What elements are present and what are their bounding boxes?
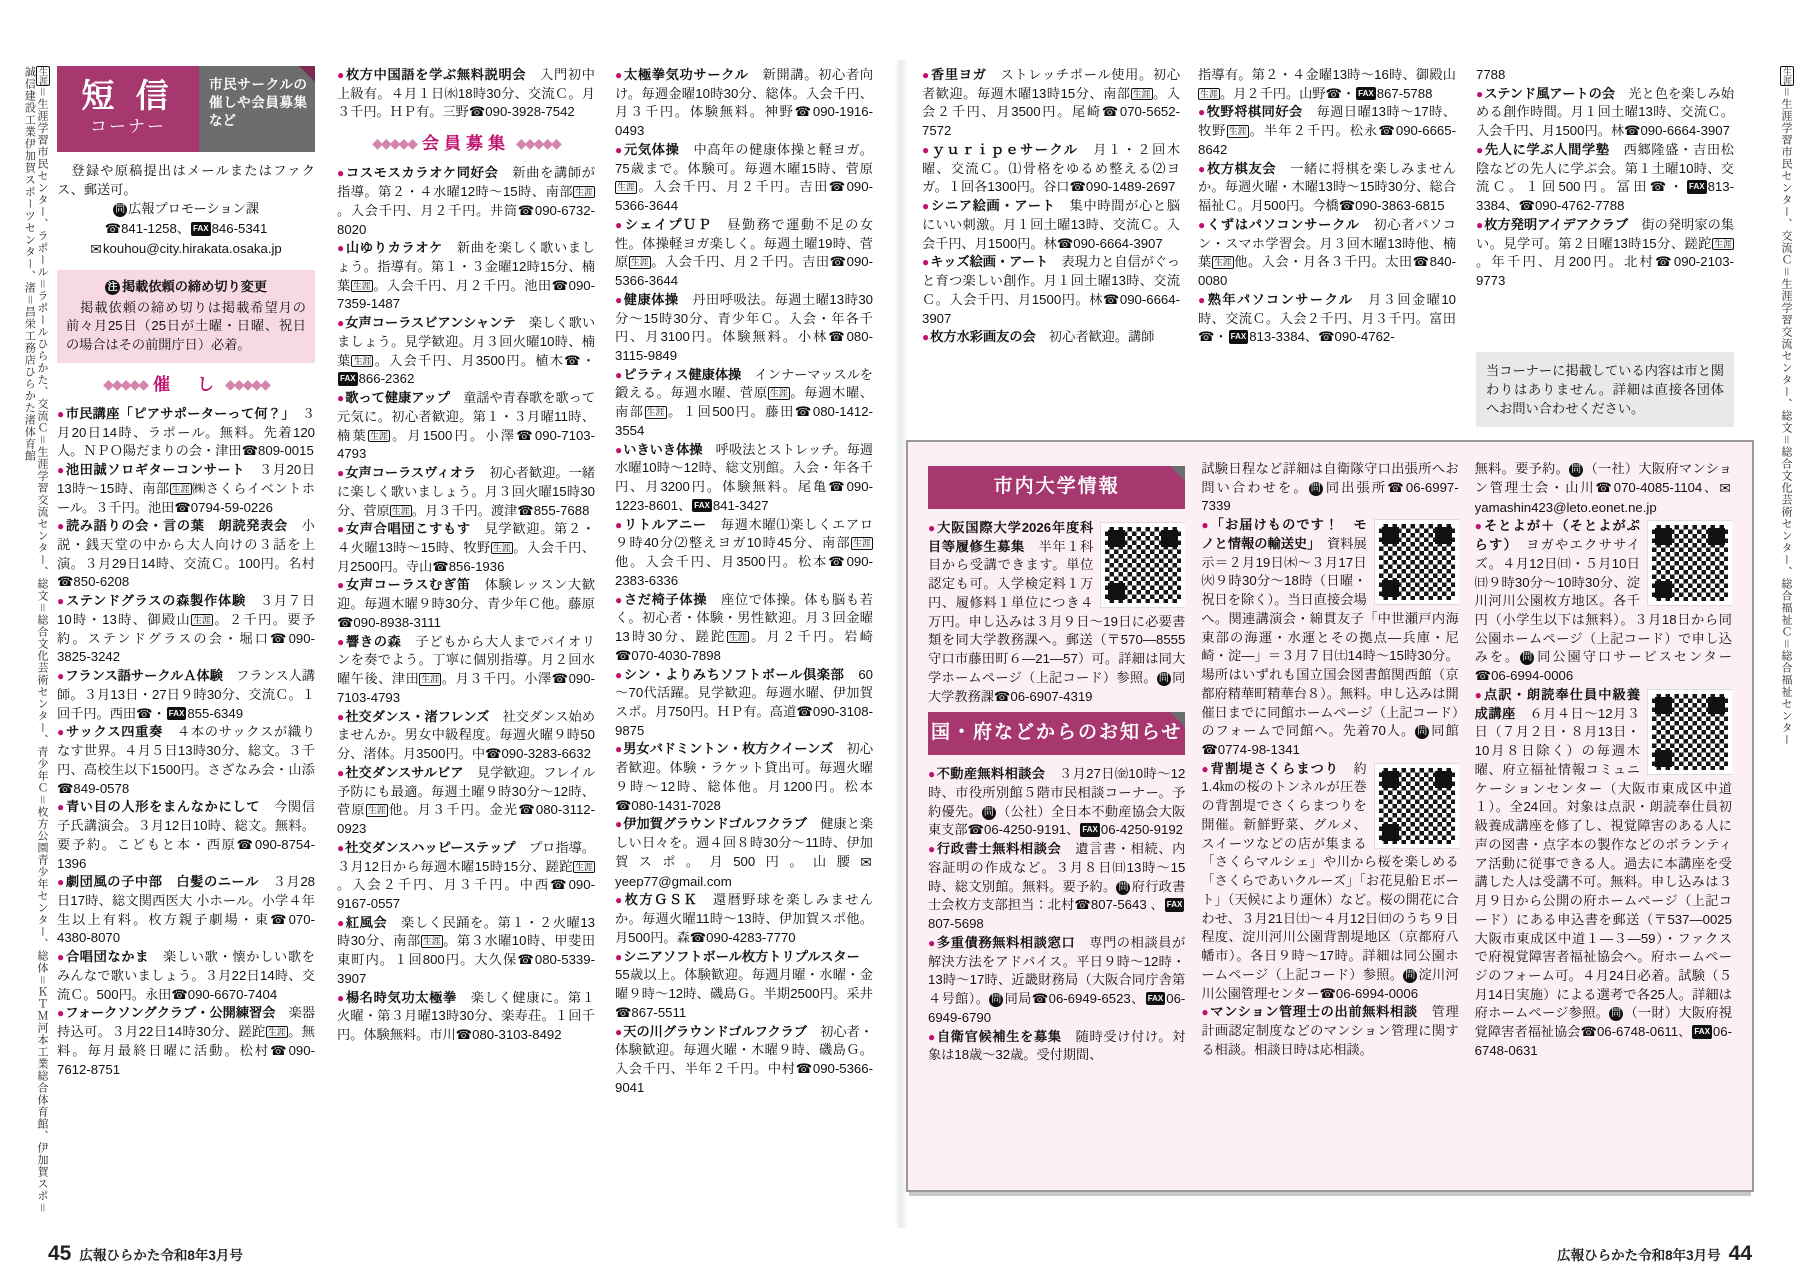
item-title: 健康体操 [623,291,679,307]
list-item: ●社交ダンス・渚フレンズ 社交ダンス始めませんか。男女中級程度。毎週火曜９時50分、渚体。月3500円。中☎090-3283-6632 [337,708,595,762]
lifelong-center-tag: 生涯 [36,66,50,86]
bullet-icon: ● [928,935,936,950]
list-item: ●枚方中国語を学ぶ無料説明会 入門初中上級有。４月１日㈬18時30分、交流Ｃ。月３千円。ＨＰ有。三野☎090-3928-7542 [337,67,595,120]
list-item: ●フランス語サークルＡ体験 フランス人講師。３月13日・27日９時30分、交流Ｃ。１回千円。西田☎・ FAX 855-6349 [57,668,315,721]
bullet-icon: ● [615,742,623,757]
bullet-icon: ● [1476,217,1484,232]
list-item: ●先人に学ぶ人間学塾 西郷隆盛・吉田松陰などの先人に学ぶ会。第１土曜10時、交流Ｃ。１回500円。冨田☎・ FAX 813-3384、☎090-4762-7788 [1476,141,1734,214]
footer-right [1557,1242,1760,1266]
item-title: シニアソフトボール枚方トリプルスター [623,948,860,964]
list-item: ●紅風会 楽しく民踊を。第１・２火曜13時30分、南部 生涯 。第３水曜10時、甲斐田東町内。１回800円。大久保☎080-5339-3907 [337,914,595,986]
list-item: ●背割堤さくらまつり 約1.4㎞の桜のトンネルが圧巻の背割堤でさくらまつりを開催。新鮮野菜、グルメ、スイーツなどの店が集まる「さくらマルシェ」や川から桜を楽しめる「さくらであいクルーズ」「お花見船Ｅボート」（天候により運休）など。桜の開花に合わせ、３月21日㈯～４月12日㈰のうち９日程度、淀川河川公園背割堤地区（京都府八幡市）。各日９時～17時。詳細は同公園ホームページ（上記コード）参照。 問 淀川河川公園管理センター☎06-6994-0006 [1201,760,1459,1001]
list-item: ●枚方発明アイデアクラブ 街の発明家の集い。見学可。第２日曜13時15分、蹉跎 生涯。年千円、月200円。北村☎090-2103-9773 [1476,216,1734,289]
item-title: いきいき体操 [623,441,703,457]
bullet-icon: ● [615,292,623,307]
disclaimer-box: 当コーナーに掲載している内容は市と関わりはありません。詳細は直接各団体へお問い合わせください。 [1476,352,1734,427]
fax-icon: FAX [1080,823,1100,836]
bullet-icon: ● [337,166,345,181]
notice-column [1201,460,1458,1172]
bullet-icon: ● [337,990,345,1005]
bullet-icon: ● [337,840,345,855]
text-column [57,66,315,1231]
item-title: ｙｕｒｉｐｅサークル [931,141,1079,157]
lifelong-center-tag: 生涯 [574,187,593,198]
item-title: コスモスカラオケ同好会 [345,165,499,181]
masthead-title-sub: コーナー [90,117,166,137]
list-item: ●読み語りの会・言の葉 朗読発表会 小説・銭天堂の中から大人向けの３話を上演。３月29日14時、交流Ｃ。100円。名村☎850-6208 [57,518,315,590]
lifelong-center-tag: 生涯 [352,280,371,291]
list-item: ●枚方ＧＳＫ 還暦野球を楽しみませんか。毎週火曜11時～13時、伊加賀スポ他。月500円。森☎090-4283-7770 [615,892,873,945]
bullet-icon: ● [1198,292,1207,307]
item-title: 読み語りの会・言の葉 朗読発表会 [65,518,288,534]
section-label: 会員募集 [422,134,510,154]
list-item: ●キッズ絵画・アート 表現力と自信がぐっと育つ楽しい創作。月１回土曜13時、交流Ｃ。入会千円、月1500円。林☎090-6664-3907 [922,254,1180,326]
item-title: ステンド風アートの会 [1484,85,1616,101]
diamond-ornament: ◆◆◆◆◆ [103,375,147,392]
bullet-icon: ● [615,949,623,964]
notice-section-header: 国・府などからのお知らせ [928,712,1185,755]
bullet-icon: ● [337,765,345,780]
notice-column [928,460,1185,1172]
item-title: 「お届けものです！ モノと情報の輸送史」 [1201,517,1367,551]
lifelong-center-tag: 生涯 [630,257,649,268]
submission-note: 登録や原稿提出はメールまたはファクス、郵送可。 [57,163,315,197]
bullet-icon: ● [337,915,345,930]
item-title: 枚方中国語を学ぶ無料説明会 [345,67,527,82]
list-item: ●ステンドグラスの森製作体験 ３月７日10時・13時、御殿山 生涯 。２千円。要予約。ステンドグラスの会・堀口☎090-3825-3242 [57,593,315,665]
item-title: 劇団風の子中部 白髪のニール [65,874,259,890]
list-item: ●ステンド風アートの会 光と色を楽しみ始める創作時間。月１回土曜13時、交流Ｃ。入会千円、月1500円。林☎090-6664-3907 [1476,85,1734,139]
qr-code [1101,523,1185,607]
item-title: 女声コーラスヴィオラ [345,465,477,481]
item-title: 牧野将棋同好会 [1206,104,1303,120]
item-title: 不動産無料相談会 [936,766,1046,782]
list-item: ●サックス四重奏 ４本のサックスが織りなす世界。４月５日13時30分、総文。３千円、高校生以下1500円。さざなみ会・山添☎849-0578 [57,724,315,796]
item-title: 歌って健康アップ [345,390,450,406]
item-title: 元気体操 [623,141,680,157]
lifelong-center-tag: 生涯 [421,674,440,685]
bullet-icon: ● [1201,518,1210,533]
bullet-icon: ● [57,800,65,815]
item-title: 点訳・朗読奉仕員中級養成講座 [1474,686,1640,721]
bullet-icon: ● [922,255,930,270]
text-column [337,66,595,1231]
footer-left [40,1242,243,1266]
masthead-title [57,66,199,152]
item-title: サックス四重奏 [65,724,164,740]
item-title: 行政書士無料相談会 [936,841,1062,857]
list-item: ●青い目の人形をまんなかにして 今関信子氏講演会。３月12日10時、総文。無料。要予約。こどもと本・西原☎090-8754-1396 [57,799,315,871]
item-title: 香里ヨガ [930,67,987,82]
list-item: ●自衛官候補生を募集 随時受け付け。対象は18歳～32歳。受付期間、 [928,1028,1186,1063]
lifelong-center-tag: 生涯 [391,505,410,516]
list-item: ●楊名時気功太極拳 楽しく健康に。第１火曜・第３月曜13時30分、楽寿荘。１回千円。体験無料。市川☎080-3103-8492 [337,989,595,1043]
item-title: 大阪国際大学2026年度科目等履修生募集 [928,519,1094,554]
lifelong-center-tag: 生涯 [492,543,511,554]
bullet-icon: ● [928,520,937,535]
bullet-icon: ● [57,1006,65,1021]
item-title: リトルアニー [623,516,707,532]
bullet-icon: ● [615,142,623,157]
list-item: ●響きの森 子どもから大人までバイオリンを奏でよう。丁寧に個別指導。月２回水曜午後、津田 生涯 。月３千円。小澤☎090-7103-4793 [337,633,595,705]
contact-phone: ☎841-1258、 FAX 846-5341 [104,221,268,237]
item-title: 枚方発明アイデアクラブ [1484,216,1629,232]
item-title: シン・よりみちソフトボール倶楽部 [623,666,845,682]
inquiry-icon: 問 [1310,482,1321,494]
inquiry-icon: 問 [983,806,994,818]
list-item: ●社交ダンスサルビア 見学歓迎。フレイル予防にも最適。毎週土曜９時30分～12時、菅原 生涯 他。月３千円。金光☎080-3112-0923 [337,764,595,837]
bullet-icon: ● [922,142,931,157]
text-column [615,66,873,1231]
item-title: シニア絵画・アート [930,198,1056,214]
item-title: 枚方ＧＳＫ [624,892,699,908]
bullet-icon: ● [337,466,345,481]
diamond-ornament: ◆◆◆◆◆ [225,375,269,392]
item-title: くずはパソコンサークル [1207,216,1360,232]
lifelong-center-tag: 生涯 [646,407,665,418]
bullet-icon: ● [337,522,345,537]
fax-icon: FAX [338,372,358,385]
fax-icon: FAX [1229,330,1249,343]
bullet-icon: ● [615,667,623,682]
section-header [337,132,595,156]
item-title: マンション管理士の出前無料相談 [1210,1004,1418,1020]
deadline-note-box [57,270,315,363]
bullet-icon: ● [337,578,345,593]
item-title: 市民講座「ピアサポーターって何？」 [65,405,289,421]
list-item: ●歌って健康アップ 童謡や青春歌を歌って元気に。初心者歓迎。第１・３月曜11時、楠葉 生涯 。月1500円。小澤☎090-7103-4793 [337,390,595,462]
list-item: ●太極拳気功サークル 新開講。初心者向け。毎週金曜10時30分、総体。入会千円、月３千円。体験無料。神野☎090-1916-0493 [615,67,873,139]
bullet-icon: ● [57,594,66,609]
lifelong-center-tag: 生涯 [267,1027,286,1038]
item-title: 響きの森 [345,633,402,649]
qr-code [1648,690,1732,774]
item-title: 女声コーラスビアンシャンテ [345,315,516,331]
bullet-icon: ● [1476,142,1484,157]
item-title: 山ゆりカラオケ [345,240,443,256]
lifelong-center-tag: 生涯 [1228,126,1247,137]
item-title: 女声コーラスむぎ笛 [345,577,471,593]
list-item: ●点訳・朗読奉仕員中級養成講座 ６月４日～12月３日（７月２日・８月13日・10月８日除く）の毎週木曜、府立福祉情報コミュニケーションセンター（大阪市東成区中道１）。全24回。対象は点訳・朗読奉仕員初級養成講座を修了し、視覚障害のある人に声の図書・点字本の製作などのボランティア活動に従事できる人。過去に本講座を受講した人は受講不可。無料。申し込みは３月９日から公開の府ホームページ（上記コード）にある申込書を郵送（〒537―0025大阪市東成区中道１―３―59）・ファクスで府視覚障害者福祉協会へ。府ホームページのフォーム可。４月24日必着。試験（５月14日実施）による選考で各25人。詳細は府ホームページ参照。 問 （一財）大阪府視覚障害者福祉協会☎06-6748-0611、 FAX 06-6748-0631 [1474,686,1732,1058]
bullet-icon: ● [1198,161,1206,176]
section-label: 催 し [153,374,219,394]
list-item: ●多重債務無料相談窓口 専門の相談員が解決方法をアドバイス。平日９時～12時・13時～17時、近畿財務局（大阪合同庁舎第４号館）。 問 同局☎06-6949-6523、 FAX 06-6949-6790 [928,934,1186,1025]
item-title: 社交ダンスハッピーステップ [345,839,516,855]
fax-icon: FAX [191,222,211,235]
bullet-icon: ● [1201,1005,1210,1020]
inquiry-icon: 問 [115,204,126,216]
lifelong-center-tag: 生涯 [769,388,788,399]
lifelong-center-tag: 生涯 [574,861,593,872]
item-title: 枚方水彩画友の会 [930,329,1036,345]
item-title: 熟年パソコンサークル [1207,291,1354,307]
item-title: 伊加賀グラウンドゴルフクラブ [623,816,808,832]
bullet-icon: ● [337,634,345,649]
item-title: 男女バドミントン・枚方クイーンズ [623,741,834,757]
list-item: 試験日程など詳細は自衛隊守口出張所へお問い合わせを。 問 同出張所☎06-6997-7339 [1201,461,1459,514]
item-title: 太極拳気功サークル [623,67,749,82]
bullet-icon: ● [57,950,65,965]
text-column [1476,66,1734,366]
inquiry-icon: 問 [1611,1008,1622,1020]
bullet-icon: ● [57,669,65,684]
fax-icon: FAX [692,499,712,512]
bullet-icon: ● [928,842,936,857]
fax-icon: FAX [1692,1025,1712,1038]
item-title: 女声合唱団こすもす [345,521,471,537]
mail-icon: ✉ [90,240,102,257]
list-item: ●枚方水彩画友の会 初心者歓迎。講師 [922,329,1155,345]
lifelong-center-tag: 生涯 [369,430,388,441]
bullet-icon: ● [337,391,345,406]
lifelong-center-tag: 生涯 [1200,88,1219,99]
bullet-icon: ● [57,725,65,740]
bullet-icon: ● [615,893,624,908]
item-title: 社交ダンスサルビア [345,764,464,780]
qr-code [1375,520,1459,604]
list-item: ●女声コーラスビアンシャンテ 楽しく歌いましょう。見学歓迎。月３回火曜10時、楠葉 生涯 。入会千円、月3500円。植木☎・FAX 866-2362 [337,315,595,387]
item-title: 自衛官候補生を募集 [936,1028,1062,1044]
bullet-icon: ● [928,767,936,782]
corner-masthead [57,66,315,152]
lifelong-center-tag: 生涯 [422,936,441,947]
bullet-icon: ● [337,709,345,724]
item-title: 青い目の人形をまんなかにして [65,799,261,815]
list-item: ●劇団風の子中部 白髪のニール ３月28日17時、総文関西医大 小ホール。小学４年生以上有料。枚方親子劇場・東☎070-4380-8070 [57,874,315,946]
item-title: 背割堤さくらまつり [1210,760,1340,776]
bullet-icon: ● [1474,687,1483,702]
list-item: ●シニア絵画・アート 集中時間が心と脳にいい刺激。月１回土曜13時、交流Ｃ。入会千円、月1500円。林☎090-6664-3907 [922,198,1180,251]
bullet-icon: ● [1474,519,1483,534]
item-title: シェイプＵＰ [624,216,713,232]
item-title: さだ椅子体操 [623,591,708,607]
page-number-left: 45 [48,1242,72,1265]
bullet-icon: ● [57,406,65,421]
list-item: ●健康体操 丹田呼吸法。毎週土曜13時30分～15時30分、青少年Ｃ。入会・年各千円、月3100円。体験無料。小林☎080-3115-9849 [615,291,873,364]
bullet-icon: ● [615,68,623,82]
bullet-icon: ● [928,1029,936,1044]
list-item: ●大阪国際大学2026年度科目等履修生募集 半年１科目から受講できます。単位認定も可。入学検定料１万円、履修料１単位につき４万円。申し込みは３月９日～19日に必要書類を同大学教務課へ。郵送（〒570―8555守口市藤田町６―21―57）可。詳細は同大学ホームページ（上記コード）参照。 問 同大学教務課☎06-6907-4319 [928,519,1186,704]
lifelong-center-tag: 生涯 [193,614,212,625]
bullet-icon: ● [337,316,345,331]
inquiry-icon: 問 [1158,672,1169,684]
item-title: 合唱団なかま [65,949,150,965]
note-icon: 注 [105,280,120,295]
bullet-icon: ● [615,592,623,607]
item-title: フォークソングクラブ・公開練習会 [65,1005,276,1021]
contact-email: ✉kouhou@city.hirakata.osaka.jp [90,240,282,257]
list-item: ●さだ椅子体操 座位で体操。体も脳も若く。初心者・体験・男性歓迎。月３回金曜13時30分、蹉跎 生涯 。月２千円。岩崎☎070-4030-7898 [615,591,873,663]
deadline-note-body: 掲載依頼の締め切りは掲載希望月の前々月25日（25日が土曜・日曜、祝日の場合はその前開庁日）必着。 [66,299,306,353]
list-item: ●そとよが＋（そとよがぷらす） ヨガやエクササイズ。４月12日㈰・５月10日㈰９時30分～10時30分、淀川河川公園枚方地区。各千円（小学生以下は無料）。３月18日から同公園ホームページ（上記コード）で申し込みを。 問 同公園守口サービスセンター☎06-6994-0006 [1474,518,1732,684]
diamond-ornament: ◆◆◆◆◆ [372,135,416,152]
bullet-icon: ● [57,463,65,478]
list-item: ●熟年パソコンサークル 月３回金曜10時、交流Ｃ。入会２千円、月３千円。富田☎・ FAX 813-3384、☎090-4762- [1198,291,1456,345]
fax-icon: FAX [1165,898,1185,911]
bullet-icon: ● [57,875,65,890]
inquiry-icon: 問 [1571,464,1582,475]
bullet-icon: ● [922,68,930,82]
inquiry-icon: 問 [1405,969,1416,981]
item-title: 天の川グラウンドゴルフクラブ [623,1023,808,1039]
list-item: ●いきいき体操 呼吸法とストレッチ。毎週水曜10時～12時、総文別館。入会・年各千円、月3200円。体験無料。尾亀☎090-1223-8601、 FAX 841-3427 [615,441,873,513]
contact-department: 問 広報プロモーション課 [115,201,259,217]
bullet-icon: ● [922,330,930,345]
item-title: 池田誠ソロギターコンサート [65,462,246,478]
list-item: ●行政書士無料相談会 遺言書・相続、内容証明の作成など。３月８日㈰13時～15時、総文別館。無料。要予約。 問 府行政書士会枚方支部担当：北村☎807-5643 、 FAX807-5698 [928,841,1186,932]
list-item: ●牧野将棋同好会 毎週日曜13時～17時、牧野 生涯 。半年２千円。松永☎090-6665-8642 [1198,104,1456,157]
bullet-icon: ● [337,241,345,256]
lifelong-center-tag: 生涯 [852,538,871,549]
bullet-icon: ● [1476,86,1484,101]
list-item: ●リトルアニー 毎週木曜⑴楽しくエアロ９時40分⑵整えヨガ10時45分、南部 生涯他。入会千円、月3500円。松本☎090-2383-6336 [615,516,873,588]
fax-icon: FAX [1356,87,1376,100]
bullet-icon: ● [337,68,345,82]
list-item: ●マンション管理士の出前無料相談 管理計画認定制度などのマンション管理に関する相談。相談日時は応相談。 [1201,1004,1459,1057]
bullet-icon: ● [1198,217,1206,232]
lifelong-center-tag: 生涯 [353,355,372,366]
item-title: フランス語サークルＡ体験 [65,668,223,684]
item-title: 枚方棋友会 [1206,160,1277,176]
lifelong-center-tag: 生涯 [1132,88,1151,99]
inquiry-icon: 問 [991,994,1002,1006]
bullet-icon: ● [615,517,623,532]
list-item: ●シニアソフトボール枚方トリプルスター 55歳以上。体験歓迎。毎週月曜・水曜・金曜９時～12時、磯島Ｇ。半期2500円。采井☎867-5511 [615,948,873,1020]
item-title: 社交ダンス・渚フレンズ [345,708,490,724]
bullet-icon: ● [1201,761,1210,776]
list-item: ●コスモスカラオケ同好会 新曲を講師が指導。第２・４水曜12時～15時、南部 生涯。入会千円、月２千円。井筒☎090-6732-8020 [337,165,595,237]
list-item: ●くずはパソコンサークル 初心者パソコン・スマホ学習会。月３回木曜13時他、楠葉 生涯 他。入会・月各３千円。太田☎840-0080 [1198,216,1456,289]
lifelong-center-tag: 生涯 [1713,238,1732,249]
list-item: ●枚方棋友会 一緒に将棋を楽しみませんか。毎週火曜・木曜13時～15時30分、総合福祉Ｃ。月500円。今橋☎090-3863-6815 [1198,160,1456,214]
item-title: 楊名時気功太極拳 [345,989,457,1005]
item-title: ステンドグラスの森製作体験 [66,593,246,609]
fax-icon: FAX [167,707,187,720]
notice-section-header: 市内大学情報 [928,466,1185,509]
list-item: 7788 [1476,67,1506,82]
list-item: ●山ゆりカラオケ 新曲を楽しく歌いましょう。指導有。第１・３金曜12時15分、楠葉 生涯 。入会千円、月２千円。池田☎090-7359-1487 [337,240,595,312]
legend-right-vertical: 生涯＝生涯学習市民センター、交流Ｃ＝生涯学習交流センター、総文＝総合文化芸術センター、総合福祉Ｃ＝総合福祉センター [1780,67,1792,746]
masthead-title-main: 短 信 [81,76,175,114]
official-notices-box [906,440,1754,1192]
item-title: そとよが＋（そとよがぷらす） [1474,518,1640,553]
inquiry-icon: 問 [1118,881,1129,893]
list-item: ●「お届けものです！ モノと情報の輸送史」 資料展示＝２月19日㈭～３月17日㈫９時30分～18時（日曜・祝日を除く）。当日直接会場へ。関連講演会・綿貫友子「中世瀬戸内海東部の海運・水運とその拠点―兵庫・尼崎・淀―」＝３月７日㈯14時～15時30分。場所はいずれも国立国会図書館関西館（京都府精華町精華台８）。無料。申し込みは開催日までに同館ホームページ（上記コード）のフォームで同館へ。先着70人。 問 同館☎0774-98-1341 [1201,517,1459,758]
lifelong-center-tag: 生涯 [617,182,636,193]
list-item: ●香里ヨガ ストレッチポール使用。初心者歓迎。毎週木曜13時15分、南部 生涯 。入会２千円、月3500円。尾崎☎070-5652-7572 [922,67,1180,139]
list-item: ●女声コーラスヴィオラ 初心者歓迎。一緒に楽しく歌いましょう。月３回火曜15時30分、菅原 生涯 。月３千円。渡津☎855-7688 [337,465,595,518]
text-column [922,66,1180,438]
list-item: ●ｙｕｒｉｐｅサークル 月１・２回木曜、交流Ｃ。⑴骨格をゆるめ整える⑵ヨガ。１回各1300円。谷口☎090-1489-2697 [922,141,1180,195]
list-item: ●女声合唱団こすもす 見学歓迎。第２・４火曜13時～15時、牧野 生涯 。入会千円、月2500円。寺山☎856-1936 [337,521,595,574]
deadline-note-title: 注 掲載依頼の締め切り変更 [66,278,306,297]
lifelong-center-tag: 生涯 [728,632,747,643]
item-title: 先人に学ぶ人間学塾 [1484,141,1610,157]
list-item: ●男女バドミントン・枚方クイーンズ 初心者歓迎。体験・ラケット貸出可。毎週火曜９時～12時、総体他。月1200円。松本☎080-1431-7028 [615,741,873,813]
list-item: ●合唱団なかま 楽しい歌・懐かしい歌をみんなで歌いましょう。３月22日14時、交流Ｃ。500円。永田☎090-6670-7404 [57,949,315,1002]
item-title: 多重債務無料相談窓口 [936,934,1076,950]
bullet-icon: ● [922,199,930,214]
inquiry-icon: 問 [1522,652,1533,664]
bullet-icon: ● [615,1024,623,1039]
masthead-subtitle: 市民サークルの催しや会員募集など [199,66,315,152]
lifelong-center-tag: 生涯 [367,805,386,816]
bullet-icon: ● [1198,105,1206,120]
list-item: ●池田誠ソロギターコンサート ３月20日13時～15時、南部 生涯 ㈱さくらイベントホール。３千円。池田☎0794-59-0226 [57,462,315,515]
lifelong-center-tag: 生涯 [1213,257,1232,268]
list-item: 指導有。第２・４金曜13時～16時、御殿山生涯 。月２千円。山野☎・ FAX 867-5788 [1198,67,1456,101]
list-item: 無料。要予約。 問 （一社）大阪府マンション管理士会・山川☎070-4085-1104、✉yamashin423@leto.eonet.ne.jp [1474,461,1732,515]
list-item: ●市民講座「ピアサポーターって何？」 ３月20日14時、ラポール。無料。先着120人。ＮＰＯ陽だまりの会・津田☎809-0015 [57,405,315,459]
lifelong-center-tag: 生涯 [1780,66,1794,86]
page-number-right: 44 [1728,1242,1752,1265]
lifelong-center-tag: 生涯 [171,483,190,494]
bullet-icon: ● [615,817,623,832]
bullet-icon: ● [615,367,623,382]
item-title: キッズ絵画・アート [930,254,1049,270]
list-item: ●伊加賀グラウンドゴルフクラブ 健康と楽しい日々を。週４回８時30分～11時、伊加賀スポ。月500円。山腰✉yeep77@gmail.com [615,816,873,889]
list-item: ●社交ダンスハッピーステップ プロ指導。３月12日から毎週木曜15時15分、蹉跎 生涯。入会２千円、月３千円。中西☎090-9167-0557 [337,839,595,911]
list-item: ●元気体操 中高年の健康体操と軽ヨガ。75歳まで。体験可。毎週木曜15時、菅原生涯 。入会千円、月２千円。吉田☎090-5366-3644 [615,141,873,214]
bullet-icon: ● [615,217,624,232]
qr-code [1648,521,1732,605]
list-item: ●天の川グラウンドゴルフクラブ 初心者・体験歓迎。毎週火曜・木曜９時、磯島Ｇ。入会千円、半年２千円。中村☎090-5366-9041 [615,1023,873,1095]
issue-title-right: 広報ひらかた令和8年3月号 [1557,1248,1721,1263]
item-title: ピラティス健康体操 [623,366,742,382]
issue-title-left: 広報ひらかた令和8年3月号 [79,1248,243,1263]
fax-icon: FAX [1687,180,1707,193]
section-header [57,373,315,397]
bullet-icon: ● [615,442,623,457]
qr-code [1375,764,1459,848]
bullet-icon: ● [57,519,65,534]
legend-left-vertical: 生涯＝生涯学習市民センター、ラポール＝ラポールひらかた、交流Ｃ＝生涯学習交流センター、総文＝総合文化芸術センター、青少年Ｃ＝枚方公園青少年センター、総体＝ＫＴＭ河本工業総合体育館、伊加賀スポ＝誠信建設工業伊加賀スポーツセンター、渚＝昌栄工務店ひらかた渚体育館 [23,66,48,1214]
inquiry-icon: 問 [1417,726,1428,738]
item-title: 紅風会 [345,914,388,930]
list-item: ●フォークソングクラブ・公開練習会 楽器持込可。３月22日14時30分、蹉跎 生涯 。無料。毎月最終日曜に活動。松村☎090-7612-8751 [57,1005,315,1077]
list-item: ●不動産無料相談会 ３月27日㈮10時～12時、市役所別館５階市民相談コーナー。予約優先。 問 （公社）全日本不動産協会大阪東支部☎06-4250-9191、 FAX 06-4250-9192 [928,766,1186,838]
diamond-ornament: ◆◆◆◆◆ [516,135,560,152]
text-column [1198,66,1456,438]
notice-column [1475,460,1732,1172]
list-item: ●シェイプＵＰ 昼勤務で運動不足の女性。体操軽ヨガ楽しく。毎週土曜19時、菅原 生涯 。入会千円、月２千円。吉田☎090-5366-3644 [615,216,873,289]
fax-icon: FAX [1146,992,1166,1005]
mail-icon: ✉ [1719,479,1731,496]
list-item: ●シン・よりみちソフトボール倶楽部 60～70代活躍。見学歓迎。毎週水曜、伊加賀スポ。月750円。ＨＰ有。高道☎090-3108-9875 [615,666,873,738]
list-item: ●女声コーラスむぎ笛 体験レッスン大歓迎。毎週木曜９時30分、青少年Ｃ他。藤原☎090-8938-3111 [337,577,595,630]
list-item: ●ピラティス健康体操 インナーマッスルを鍛える。毎週水曜、菅原 生涯 。毎週木曜、南部 生涯 。１回500円。藤田☎080-1412-3554 [615,366,873,438]
mail-icon: ✉ [860,853,872,870]
